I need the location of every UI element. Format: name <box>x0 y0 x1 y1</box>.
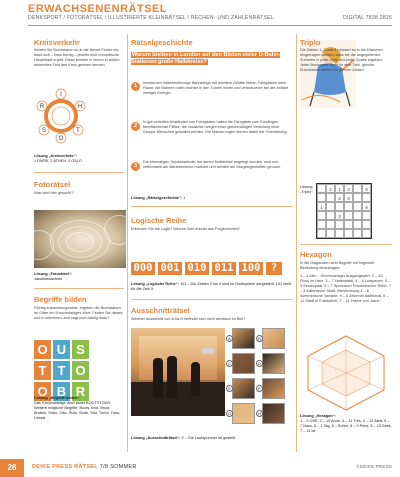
kreisverkehr-letter: O <box>58 136 64 142</box>
triplo-cell <box>335 202 344 211</box>
page-footer <box>0 459 400 477</box>
triplo-cell: 3 <box>344 193 353 202</box>
triplo-cell <box>362 193 371 202</box>
logische-reihe-number: ? <box>266 262 282 275</box>
triplo-cell: 3 <box>335 211 344 220</box>
page-header <box>28 0 392 26</box>
begriffe-solution-text: Das 9-buchstabige Wort lautet BOOTSTOUR. Weitere mögliche Begriffe: Boots, Brot, Brust, Bruttos, Ostro, Otto, Ruto, Sorte, Stur, Turbo, Tutor, Unrast… <box>34 401 121 420</box>
begriffe-tile: O <box>72 361 89 380</box>
ausschnitt-solution-text: F – Die Lautsprecher ist gestellt. <box>181 436 237 440</box>
raetselgeschichte-solution-text: 1 <box>183 196 186 200</box>
triplo-cell <box>353 220 362 229</box>
ausschnitt-cutout <box>232 353 255 374</box>
triplo-cell <box>344 211 353 220</box>
logische-reihe-solution-text: 101 – Die Zahlen 0 bis 4 sind im Dualsystem dargestellt. 101 steht für die Zahl 5. <box>131 282 292 291</box>
begriffe-tile: B <box>53 382 70 401</box>
triplo-cell <box>344 202 353 211</box>
column-divider-left <box>127 34 128 452</box>
raetselgeschichte-lead <box>131 52 295 66</box>
kreisverkehr-letter: I <box>60 92 62 98</box>
begriffe-tile: U <box>53 340 70 359</box>
footer-brand <box>32 464 137 470</box>
ausschnitt-cutout-label: G <box>227 411 232 416</box>
ausschnitt-cutout-label: A <box>226 335 233 342</box>
hexagon-solution-text: 1 – 5 OSE, 2 – 10 Anne, 3 – 11 Tres, 4 – 12 Alert, 5 – 7 Nuss, 5 – 1 Tag, 6 – Suhre, 5 – 9 Prinz, 6 – 10 Sees, 7 – 11 Ist <box>300 419 392 433</box>
logische-reihe-question: Erkennen Sie die Logik? Welche Zahl ersetzt das Fragezeichen? <box>131 227 241 231</box>
logische-reihe-solution <box>131 282 293 292</box>
hexagon-text: In die Diagonalen sind Begriffe mit folgender Bedeutung einzutragen: <box>300 261 375 270</box>
ausschnitt-cutout-label: B <box>256 335 263 342</box>
fotoraetsel-question: Was wird hier gesucht? <box>34 191 74 195</box>
logische-reihe-number: 100 <box>239 262 263 275</box>
triplo-cell <box>362 220 371 229</box>
raetselgeschichte-option-2-badge: 2 <box>131 122 140 131</box>
section-rule <box>34 172 124 173</box>
raetselgeschichte-option-3-badge: 3 <box>131 162 140 171</box>
begriffe-text: Richtig zusammengesetzt, ergeben die Buchstaben im Gitter ein 9-buchstabiges Wort. Finden Sie dieses und in welchem Land sagt man häufig dazu? <box>34 306 123 320</box>
raetselgeschichte-solution-label: Lösung „Rätselgeschichte“: <box>131 196 183 200</box>
ausschnitt-cutout <box>262 378 285 399</box>
ausschnitt-cutout-label: F <box>256 385 263 392</box>
triplo-cell <box>344 220 353 229</box>
kreisverkehr-text: Setzen Sie Buchstaben so in die leeren Felder ein, dass sich – links-förmig – jeweils eine europäische Hauptstadt ergibt. Diese können in einem in außen stehendes Feld des Kreis gelesen werden. <box>34 48 120 67</box>
begriffe-tile: R <box>72 382 89 401</box>
triplo-cell <box>326 229 335 238</box>
triplo-cell <box>344 229 353 238</box>
fotoraetsel-solution-label: Lösung „Fotorätsel“: <box>34 272 73 276</box>
ausschnitt-heading: Ausschnitträtsel <box>131 306 190 315</box>
logische-reihe-heading: Logische Reihe <box>131 216 187 225</box>
ausschnitt-cutout-label: E <box>226 385 233 392</box>
page-subtitle: DENKSPORT / FOTORÄTSEL / ILLUSTRIERTE KLEINRÄTSEL / RECHEN- UND ZAHLENRÄTSEL <box>28 15 274 21</box>
ausschnitt-cutout <box>262 328 285 349</box>
triplo-cell <box>326 193 335 202</box>
section-rule <box>300 244 392 245</box>
begriffe-tile: T <box>34 361 51 380</box>
kreisverkehr-letter: S <box>41 128 47 134</box>
ausschnitt-cutout <box>232 378 255 399</box>
triplo-cell <box>317 184 326 193</box>
begriffe-tile: S <box>72 340 89 359</box>
logische-reihe-number: 011 <box>212 262 236 275</box>
ausschnitt-solution <box>131 436 293 441</box>
footer-issue: 7/8 SOMMER <box>99 464 137 470</box>
ausschnitt-question: Welcher Ausschnitt von A bis H befindet sich nicht identisch im Bild? <box>131 317 246 321</box>
section-rule <box>34 288 124 289</box>
ausschnitt-cutout-label: C <box>226 360 233 367</box>
triplo-cell <box>317 193 326 202</box>
hexagon-solution <box>300 414 392 434</box>
ausschnitt-cutout-label: H <box>256 410 263 417</box>
triplo-cell <box>326 202 335 211</box>
ausschnitt-cutout <box>232 328 255 349</box>
logische-reihe-number: 001 <box>158 262 182 275</box>
hexagon-solution-label: Lösung „Hexagon“: <box>300 414 336 418</box>
logische-reihe-number: 010 <box>185 262 209 275</box>
ausschnitt-cutout <box>232 403 255 424</box>
raetselgeschichte-option-1-badge: 1 <box>131 82 140 91</box>
kreisverkehr-solution <box>34 154 124 164</box>
triplo-cell <box>335 229 344 238</box>
triplo-heading: Triplo <box>300 38 321 47</box>
logische-reihe-solution-label: Lösung „Logische Reihe“: <box>131 282 179 286</box>
triplo-cell <box>335 220 344 229</box>
kreisverkehr-letter: R <box>39 104 45 110</box>
begriffe-tile: T <box>53 361 70 380</box>
triplo-cell <box>353 211 362 220</box>
triplo-grid <box>316 183 372 239</box>
hexagon-clues: 1 – 4 Alle… Gleichnamiger Ausgangswert, 2 – 10 Fluss im Harz, 3 – 7 Hafenstadt, 4 – 6 Lumpenen, 5 – 9 Sinnespaar, 5 – 7 Sprichwort Französischer Ritter, 7 – 3 Italienische Stadt, Bezeichnung 4 – 8 nummerische Variable, 9 – 5 Zeichnet Additional, 6 – 12 Stadt in Frankreich, 7 – 11 Frame von „kann“ <box>300 274 391 303</box>
triplo-cell: 8 <box>362 202 371 211</box>
begriffe-tile: O <box>34 340 51 359</box>
ausschnitt-cutout <box>262 353 285 374</box>
kreisverkehr-solution-text: 1 PARIS, 2 ATHEN, 3 OSLO <box>34 159 82 163</box>
triplo-cell: 2 <box>335 193 344 202</box>
triplo-cell: 1 <box>335 184 344 193</box>
kreisverkehr-letter: H <box>77 104 83 110</box>
begriffe-solution <box>34 396 124 421</box>
ausschnitt-cutout-label: D <box>256 360 263 367</box>
page-title: ERWACHSENENRÄTSEL <box>28 3 168 15</box>
begriffe-solution-label: Lösung „Begriffe bilden“: <box>34 396 81 400</box>
kreisverkehr-letter: T <box>76 128 80 134</box>
triplo-cell <box>353 202 362 211</box>
raetselgeschichte-option-3: Die ehemaligen Gepäckstände, bei denen Halbkreise angelegt wurden, sind nun mittlerweile als Wartebereiche markiert und werden als Sitzgelegenheiten genutzt. <box>143 160 281 169</box>
kreisverkehr-solution-label: Lösung „Kreisverkehr“: <box>34 154 78 158</box>
kreisverkehr-diagram <box>36 84 86 144</box>
fotoraetsel-solution-text: Jakobsmuscheln <box>34 277 63 281</box>
column-divider-right <box>296 34 297 452</box>
raetselgeschichte-solution <box>131 196 291 201</box>
kreisverkehr-heading: Kreisverkehr <box>34 38 80 47</box>
ausschnitt-cutout <box>262 403 285 424</box>
logische-reihe-number: 000 <box>131 262 155 275</box>
triplo-cell <box>317 211 326 220</box>
triplo-cell <box>317 229 326 238</box>
triplo-cell: 1 <box>317 202 326 211</box>
triplo-cell <box>362 211 371 220</box>
triplo-cell: 2 <box>326 184 335 193</box>
raetselgeschichte-option-2: In gut verteilten Abständen von Fahrgästen halten die Fahrgäste zum Einsteigen bereitstehende Plätze, die zusätzlich wegen einer gleichmäßigen Verteilung einer Gruppe Menschen gestaltet werden. Die Markierungen dienen dabei der Orientierung. <box>143 120 288 134</box>
triplo-cell <box>317 220 326 229</box>
raetselgeschichte-heading: Rätselgeschichte <box>131 38 193 47</box>
begriffe-tile: O <box>34 382 51 401</box>
raetselgeschichte-lead-text: Warum bleiben in London auf den Böden vieler U-Bahn-Stationen große Halbkreise? <box>131 52 281 65</box>
triplo-cell: 8 <box>362 184 371 193</box>
section-rule <box>131 206 293 207</box>
fotoraetsel-image <box>34 210 126 268</box>
triplo-solution-label: Lösung „Triplo“: <box>300 185 313 194</box>
footer-copyright: ©DEIKE PRESS <box>356 464 392 469</box>
triplo-cell <box>353 184 362 193</box>
triplo-text: Die Zahlen 1, 3 und 8 müssen so in die Kästchen eingetragen werden, dass sie die angegebenen Summen in jeder Zeile und jeder Spalte ergeben. Jeder Buchstabe steht für eine Zahl, gleiche Buchstaben stehen für gleiche Zahlen. <box>300 48 383 72</box>
triplo-cell <box>362 229 371 238</box>
fotoraetsel-solution <box>34 272 124 282</box>
section-rule <box>131 299 293 300</box>
fotoraetsel-heading: Fotorätsel <box>34 180 71 189</box>
triplo-cell <box>326 211 335 220</box>
page-number: 26 <box>0 459 24 477</box>
triplo-cell <box>353 193 362 202</box>
hexagon-heading: Hexagon <box>300 250 332 259</box>
ausschnitt-photo <box>131 328 225 416</box>
triplo-cell <box>326 220 335 229</box>
triplo-cell <box>353 229 362 238</box>
header-right-text: DIGITAL 7838 2826 <box>343 15 392 21</box>
triplo-cell: 3 <box>344 184 353 193</box>
footer-brand-name: DEIKE PRESS RÄTSEL <box>32 464 98 470</box>
begriffe-heading: Begriffe bilden <box>34 295 87 304</box>
ausschnitt-solution-label: Lösung „Ausschnitträtsel“: <box>131 436 181 440</box>
hexagon-diagram <box>300 332 392 412</box>
raetselgeschichte-option-1: Inzwischen halbkreisförmige Bahnsteige mit leichtem Gefälle bieten Fahrgästen mehr Raum; die Bahnen rollen leichter in den Tunnel hinein und verbrauchen bei der Anfahrt weniger Energie. <box>143 81 289 95</box>
